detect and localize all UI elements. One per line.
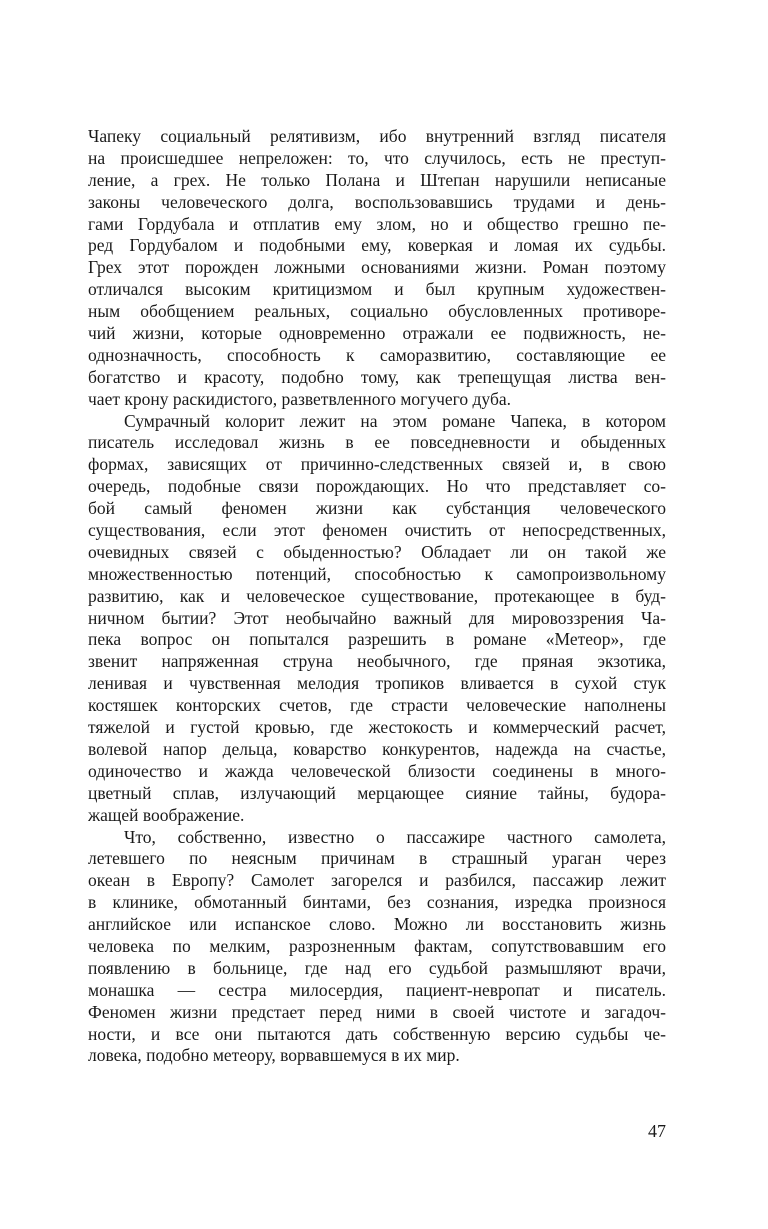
text-line: формах, зависящих от причинно-следственных связей и, в свою bbox=[88, 454, 666, 475]
paragraph bbox=[88, 827, 666, 1068]
text-line: ности, и все они пытаются дать собственную версию судьбы че- bbox=[88, 1023, 666, 1044]
body-text bbox=[88, 126, 666, 1067]
text-line: существования, если этот феномен очистить от непосредственных, bbox=[88, 520, 666, 541]
text-line: английское или испанское слово. Можно ли восстановить жизнь bbox=[88, 914, 666, 935]
text-line: законы человеческого долга, воспользовавшись трудами и день- bbox=[88, 191, 666, 212]
text-line: монашка — сестра милосердия, пациент-невропат и писатель. bbox=[88, 979, 666, 1000]
page-number: 47 bbox=[648, 1121, 666, 1141]
text-line: одиночество и жажда человеческой близости соединены в много- bbox=[88, 760, 666, 781]
text-line: писатель исследовал жизнь в ее повседневности и обыденных bbox=[88, 432, 666, 453]
text-line: Сумрачный колорит лежит на этом романе Чапека, в котором bbox=[124, 410, 666, 431]
text-line: пека вопрос он попытался разрешить в романе «Метеор», где bbox=[88, 629, 666, 650]
text-line: летевшего по неясным причинам в страшный ураган через bbox=[88, 848, 666, 869]
text-line: множественностью потенций, способностью к самопроизвольному bbox=[88, 563, 666, 584]
text-line: ред Гордубалом и подобными ему, коверкая и ломая их судьбы. bbox=[88, 235, 666, 256]
text-line: звенит напряженная струна необычного, где пряная экзотика, bbox=[88, 651, 666, 672]
text-line: появлению в больнице, где над его судьбой размышляют врачи, bbox=[88, 957, 666, 978]
paragraph bbox=[88, 126, 666, 411]
text-line: бой самый феномен жизни как субстанция человеческого bbox=[88, 498, 666, 519]
text-line: волевой напор дельца, коварство конкурентов, надежда на счастье, bbox=[88, 738, 666, 759]
text-line: богатство и красоту, подобно тому, как трепещущая листва вен- bbox=[88, 366, 666, 387]
text-line: жащей воображение. bbox=[88, 804, 245, 825]
text-line: на происшедшее непреложен: то, что случилось, есть не преступ- bbox=[88, 147, 666, 168]
text-line: очередь, подобные связи порождающих. Но что представляет со- bbox=[88, 476, 666, 497]
text-line: цветный сплав, излучающий мерцающее сияние тайны, будора- bbox=[88, 782, 666, 803]
text-line: однозначность, способность к саморазвитию, составляющие ее bbox=[88, 344, 666, 365]
paragraph bbox=[88, 411, 666, 827]
text-line: костяшек конторских счетов, где страсти человеческие наполнены bbox=[88, 695, 666, 716]
text-line: очевидных связей с обыденностью? Обладает ли он такой же bbox=[88, 541, 666, 562]
text-line: океан в Европу? Самолет загорелся и разбился, пассажир лежит bbox=[88, 870, 666, 891]
text-line: человека по мелким, разрозненным фактам, сопутствовавшим его bbox=[88, 935, 666, 956]
text-line: ловека, подобно метеору, ворвавшемуся в их мир. bbox=[88, 1045, 460, 1066]
text-line: ленивая и чувственная мелодия тропиков вливается в сухой стук bbox=[88, 673, 666, 694]
text-line: отличался высоким критицизмом и был крупным художествен- bbox=[88, 279, 666, 300]
text-line: Феномен жизни предстает перед ними в своей чистоте и загадоч- bbox=[88, 1001, 666, 1022]
text-line: ным обобщением реальных, социально обусловленных противоре- bbox=[88, 301, 666, 322]
text-line: ление, а грех. Не только Полана и Штепан нарушили неписаные bbox=[88, 169, 666, 190]
text-line: тяжелой и густой кровью, где жестокость и коммерческий расчет, bbox=[88, 717, 666, 738]
text-line: развитию, как и человеческое существование, протекающее в буд- bbox=[88, 585, 666, 606]
text-line: гами Гордубала и отплатив ему злом, но и общество грешно пе- bbox=[88, 213, 666, 234]
text-line: чает крону раскидистого, разветвленного могучего дуба. bbox=[88, 388, 511, 409]
text-line: Чапеку социальный релятивизм, ибо внутренний взгляд писателя bbox=[88, 126, 666, 146]
text-line: ничном бытии? Этот необычайно важный для мировоззрения Ча- bbox=[88, 607, 666, 628]
text-line: Что, собственно, известно о пассажире частного самолета, bbox=[124, 826, 666, 847]
text-line: чий жизни, которые одновременно отражали ее подвижность, не- bbox=[88, 323, 666, 344]
text-line: в клинике, обмотанный бинтами, без сознания, изредка произнося bbox=[88, 892, 666, 913]
text-line: Грех этот порожден ложными основаниями жизни. Роман поэтому bbox=[88, 257, 666, 278]
